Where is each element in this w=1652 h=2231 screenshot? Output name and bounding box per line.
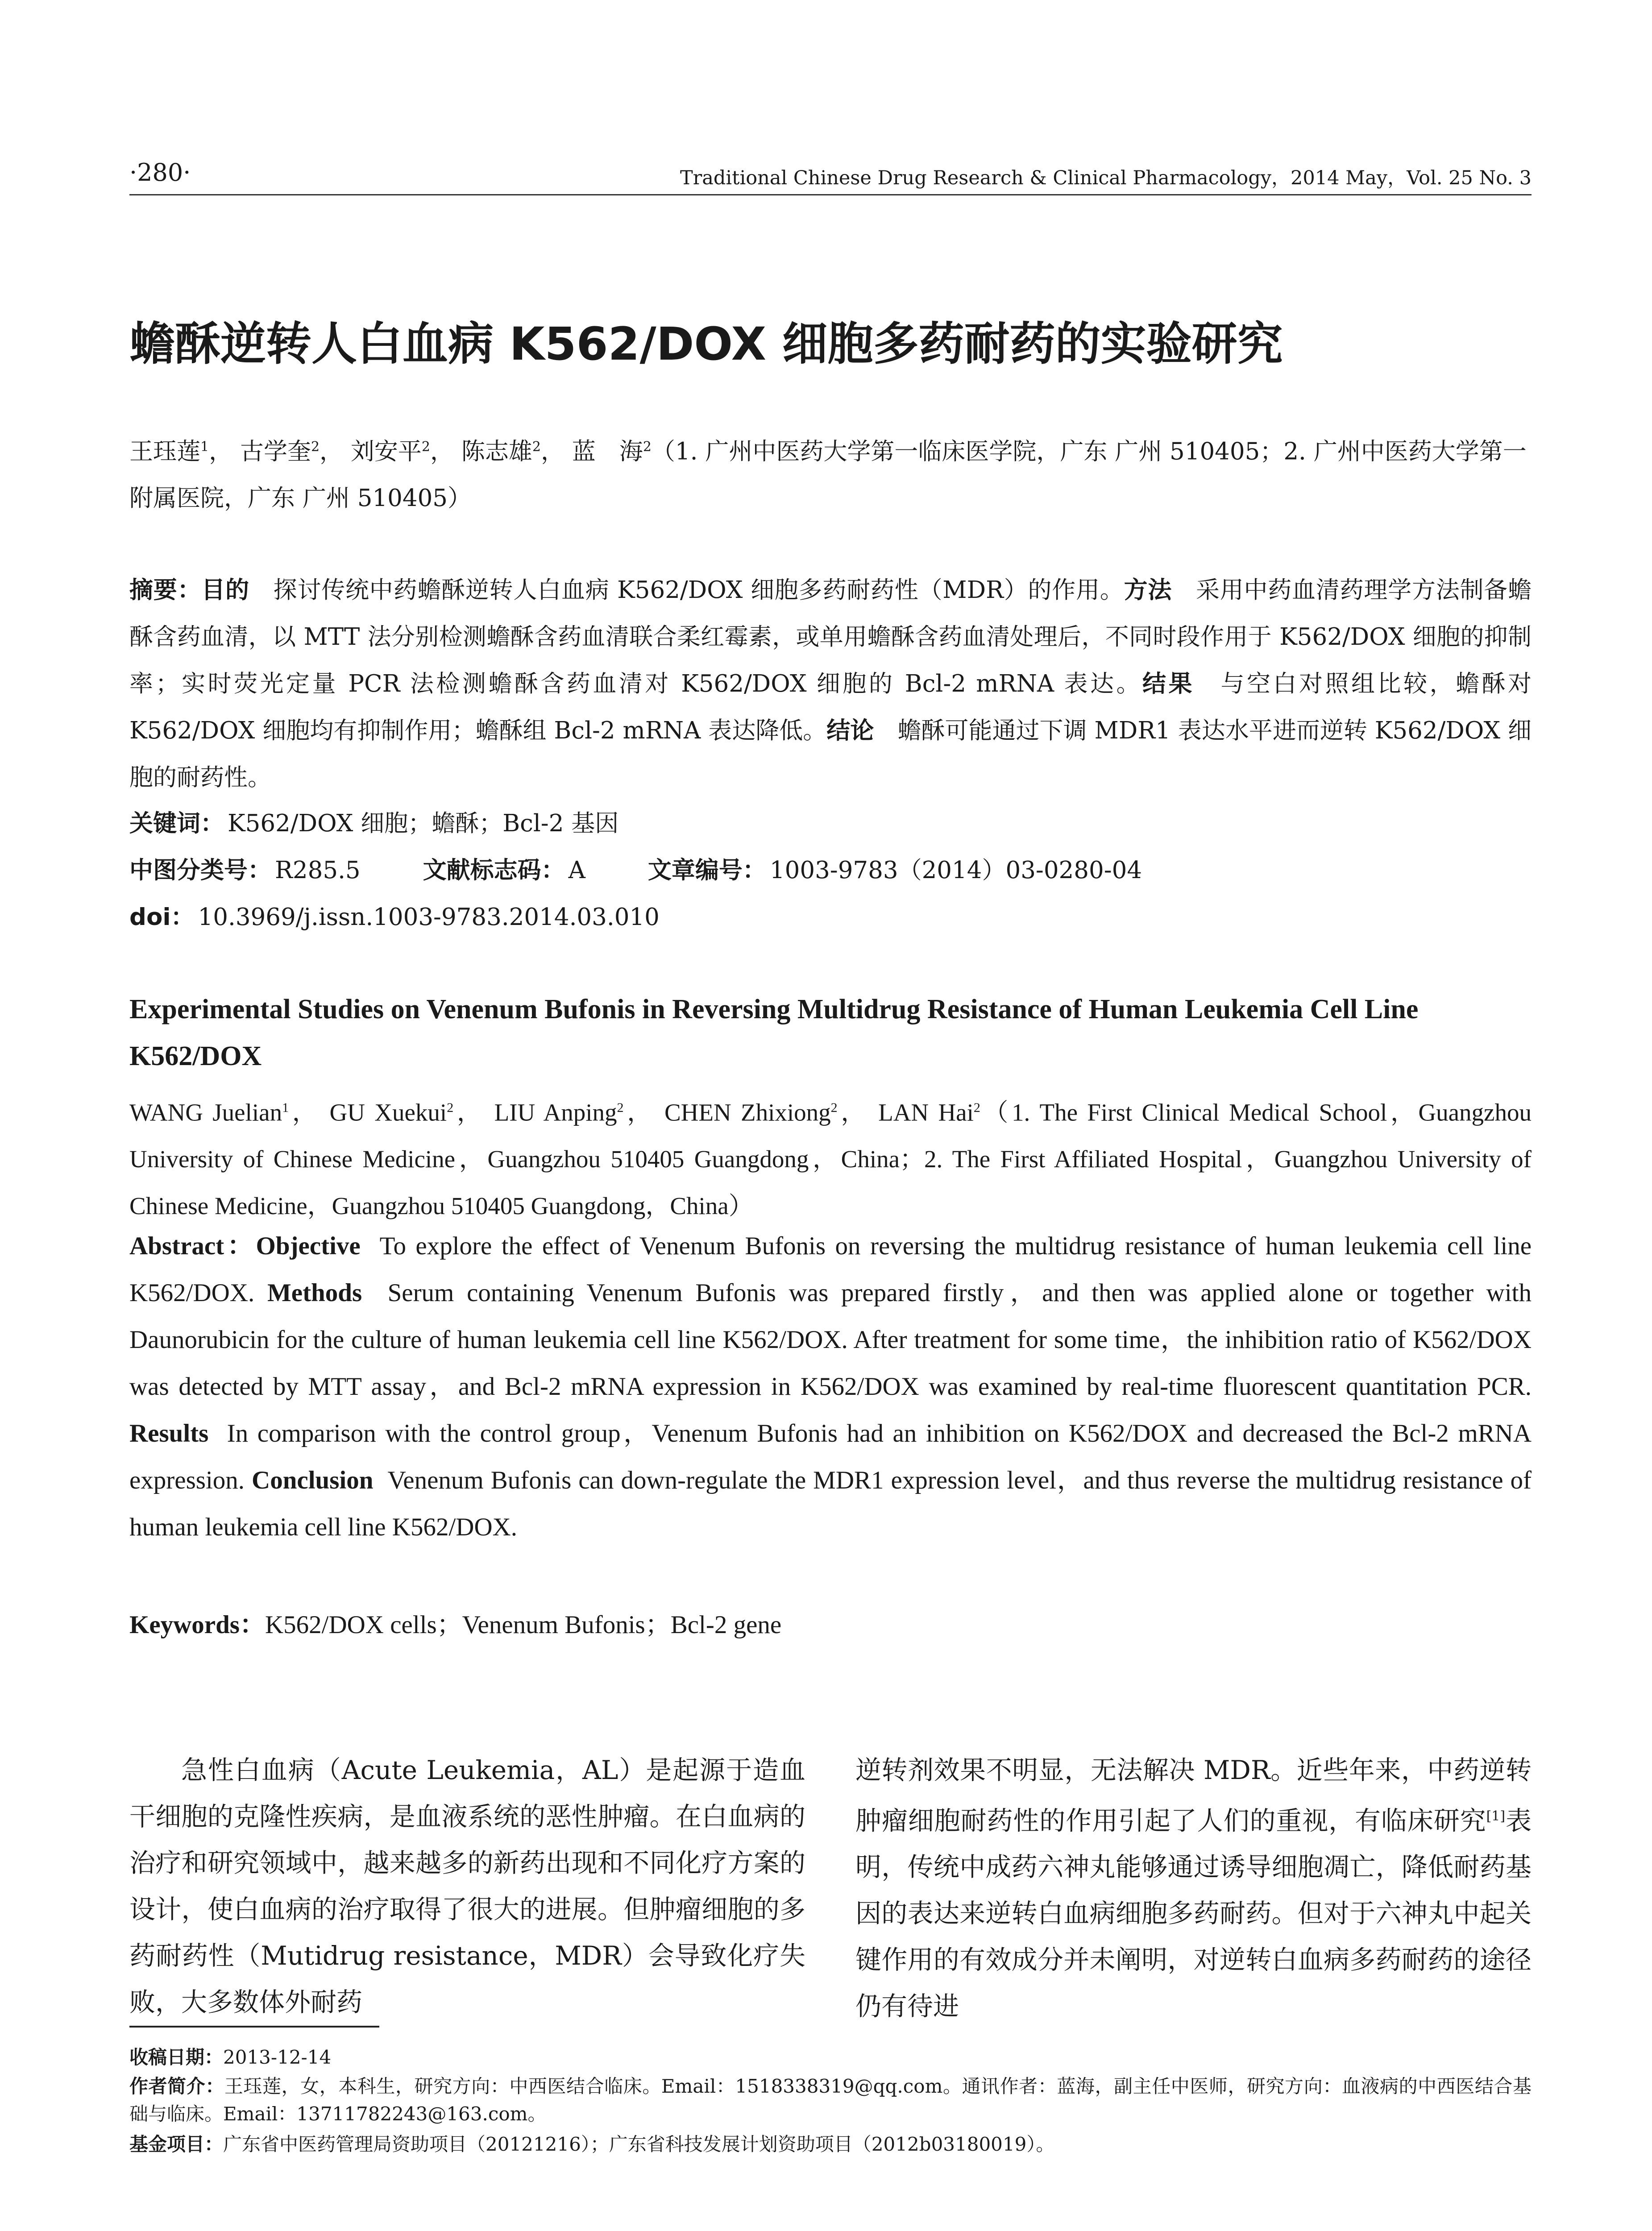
- author-name: 王珏莲: [129, 438, 200, 465]
- footnote-divider: [129, 2026, 379, 2028]
- authors-cn: 王珏莲$^1$， 古学奎$^2$， 刘安平$^2$， 陈志雄$^2$， 蓝 海$^2$（1. 广州中医药大学第一临床医学院，广东 广州 510405；2. 广州中医药大学第一附属医院，广东 广州 510405）: [129, 438, 1527, 512]
- methods-text: Serum containing Venenum Bufonis was prepared firstly，and then was applied alone or together with Daunorubicin for the culture of human leukemia cell line K562/DOX. After treatment for some time，the inhibition ratio of K562/DOX was detected by MTT assay，and Bcl-2 mRNA expression in K562/DOX was examined by real-time fluorescent quantitation PCR.: [129, 1279, 1532, 1401]
- author-name: LAN Hai: [878, 1099, 974, 1126]
- body-column-right: [855, 1747, 1532, 2029]
- affiliation-cn: （1. 广州中医药大学第一临床医学院，广东 广州 510405；2. 广州中医药大学第一附属医院，广东 广州 510405）: [129, 438, 1527, 512]
- doc-code-label: 文献标志码：: [423, 857, 565, 884]
- methods-label: Methods: [267, 1279, 362, 1307]
- objective-text: To explore the effect of Venenum Bufonis on reversing the multidrug resistance of human leukemia cell line K562/DOX.: [129, 1232, 1532, 1307]
- authors-en: WANG Juelian$^1$， GU Xuekui$^2$， LIU Anping$^2$， CHEN Zhixiong$^2$， LAN Hai$^2$（1. The First Clinical Medical School，Guangzhou University of Chinese Medicine，Guangzhou 510405 Guangdong，China；2. The First Affiliated Hospital，Guangzhou University of Chinese Medicine，Guangzhou 510405 Guangdong，China）: [129, 1099, 1532, 1220]
- body-text: 逆转剂效果不明显，无法解决 MDR。近些年来，中药逆转肿瘤细胞耐药性的作用引起了人们的重视，有临床研究: [855, 1755, 1532, 1836]
- conclusion-text: Venenum Bufonis can down-regulate the MDR1 expression level，and thus reverse the multidrug resistance of human leukemia cell line K562/DOX.: [129, 1466, 1532, 1541]
- affiliation-marker: 2: [617, 1100, 624, 1115]
- page-number: ·280·: [129, 158, 191, 187]
- results-label: 结果: [1142, 670, 1195, 697]
- doc-code-value: A: [568, 857, 585, 884]
- body-text: 表明，传统中成药六神丸能够通过诱导细胞凋亡，降低耐药基因的表达来逆转白血病细胞多药耐药。但对于六神丸中起关键作用的有效成分并未阐明，对逆转白血病多药耐药的途径仍有待进: [855, 1805, 1532, 2022]
- author-name: CHEN Zhixiong: [664, 1099, 831, 1126]
- results-text: 与空白对照组比较，蟾酥对 K562/DOX 细胞均有抑制作用；蟾酥组 Bcl-2 mRNA 表达降低。: [129, 670, 1532, 744]
- affiliation-marker: 2: [421, 439, 430, 455]
- keywords-value: K562/DOX 细胞；蟾酥；Bcl-2 基因: [228, 810, 619, 837]
- abstract-label: 摘要：: [129, 576, 202, 604]
- classification-line: [129, 851, 1532, 885]
- article-title-cn: 蟾酥逆转人白血病 K562/DOX 细胞多药耐药的实验研究: [129, 318, 1283, 371]
- affiliation-marker: 2: [311, 439, 320, 455]
- author-name: 古学奎: [240, 438, 311, 465]
- author-bio-label: 作者简介：: [129, 2075, 224, 2097]
- header-divider: [129, 194, 1532, 195]
- clc-value: R285.5: [275, 857, 361, 884]
- clc-label: 中图分类号：: [129, 857, 271, 884]
- received-value: 2013-12-14: [223, 2046, 332, 2068]
- affiliation-marker: 2: [643, 439, 652, 455]
- doi-label: doi：: [129, 904, 195, 931]
- keywords-value: K562/DOX cells；Venenum Bufonis；Bcl-2 gene: [265, 1611, 782, 1639]
- conclusion-label: 结论: [826, 717, 874, 744]
- methods-text: 采用中药血清药理学方法制备蟾酥含药血清，以 MTT 法分别检测蟾酥含药血清联合柔红霉素，或单用蟾酥含药血清处理后，不同时段作用于 K562/DOX 细胞的抑制率；实时荧光定量 PCR 法检测蟾酥含药血清对 K562/DOX 细胞的 Bcl-2 mRNA 表达。: [129, 576, 1532, 697]
- affiliation-marker: 2: [532, 439, 541, 455]
- author-name: 刘安平: [350, 438, 422, 465]
- abstract-label: Abstract：: [129, 1232, 256, 1260]
- abstract-en: [129, 1223, 1532, 1551]
- results-label: Results: [129, 1419, 209, 1447]
- abstract-cn: [129, 567, 1532, 801]
- fund-value: 广东省中医药管理局资助项目（20121216）；广东省科技发展计划资助项目（2012b03180019）。: [223, 2133, 1055, 2155]
- journal-running-head: Traditional Chinese Drug Research & Clinical Pharmacology，2014 May，Vol. 25 No. 3: [680, 167, 1532, 189]
- footnote-received: [129, 2044, 1532, 2071]
- author-name: GU Xuekui: [329, 1099, 447, 1126]
- author-bio-value: 王珏莲，女，本科生，研究方向：中西医结合临床。Email：1518338319@qq.com。通讯作者：蓝海，副主任中医师，研究方向：血液病的中西医结合基础与临床。Email：13711782243@163.com。: [129, 2075, 1532, 2125]
- keywords-label: Keywords：: [129, 1611, 265, 1639]
- footnote-fund: [129, 2131, 1532, 2158]
- affiliation-marker: 2: [830, 1100, 838, 1115]
- received-label: 收稿日期：: [129, 2046, 224, 2068]
- affiliation-en: （1. The First Clinical Medical School，Guangzhou University of Chinese Medicine，Guangzhou 510405 Guangdong，China；2. The First Affiliated Hospital，Guangzhou University of Chinese Medicine，Guangzhou 510405 Guangdong，China）: [129, 1099, 1532, 1220]
- objective-label: Objective: [256, 1232, 361, 1260]
- fund-label: 基金项目：: [129, 2133, 224, 2155]
- conclusion-text: 蟾酥可能通过下调 MDR1 表达水平进而逆转 K562/DOX 细胞的耐药性。: [129, 717, 1532, 791]
- reference-marker[interactable]: [1]: [1486, 1808, 1506, 1824]
- keywords-cn: [129, 804, 1532, 838]
- methods-label: 方法: [1124, 576, 1172, 604]
- doi-value[interactable]: 10.3969/j.issn.1003-9783.2014.03.010: [198, 904, 660, 931]
- author-name: 蓝 海: [572, 438, 643, 465]
- conclusion-label: Conclusion: [252, 1466, 374, 1494]
- objective-label: 目的: [201, 576, 249, 604]
- article-title-en: Experimental Studies on Venenum Bufonis in Reversing Multidrug Resistance of Human Leukemia Cell Line K562/DOX: [129, 994, 1419, 1071]
- doi-line: [129, 898, 1532, 932]
- affiliation-marker: 2: [447, 1100, 454, 1115]
- footnote-author: [129, 2073, 1532, 2128]
- author-name: WANG Juelian: [129, 1099, 282, 1126]
- affiliation-marker: 1: [200, 439, 209, 455]
- article-number-value: 1003-9783（2014）03-0280-04: [769, 857, 1142, 884]
- author-name: 陈志雄: [461, 438, 532, 465]
- keywords-label: 关键词：: [129, 810, 224, 837]
- article-number-label: 文章编号：: [648, 857, 766, 884]
- keywords-en: [129, 1604, 1532, 1641]
- affiliation-marker: 2: [973, 1100, 980, 1115]
- objective-text: 探讨传统中药蟾酥逆转人白血病 K562/DOX 细胞多药耐药性（MDR）的作用。: [273, 576, 1124, 604]
- body-column-left: 急性白血病（Acute Leukemia，AL）是起源于造血干细胞的克隆性疾病，是血液系统的恶性肿瘤。在白血病的治疗和研究领域中，越来越多的新药出现和不同化疗方案的设计，使白血病的治疗取得了很大的进展。但肿瘤细胞的多药耐药性（Mutidrug resistance，MDR）会导致化疗失败，大多数体外耐药: [129, 1755, 805, 2017]
- affiliation-marker: 1: [282, 1100, 289, 1115]
- author-name: LIU Anping: [494, 1099, 617, 1126]
- results-text: In comparison with the control group，Venenum Bufonis had an inhibition on K562/DOX and decreased the Bcl-2 mRNA expression.: [129, 1419, 1532, 1494]
